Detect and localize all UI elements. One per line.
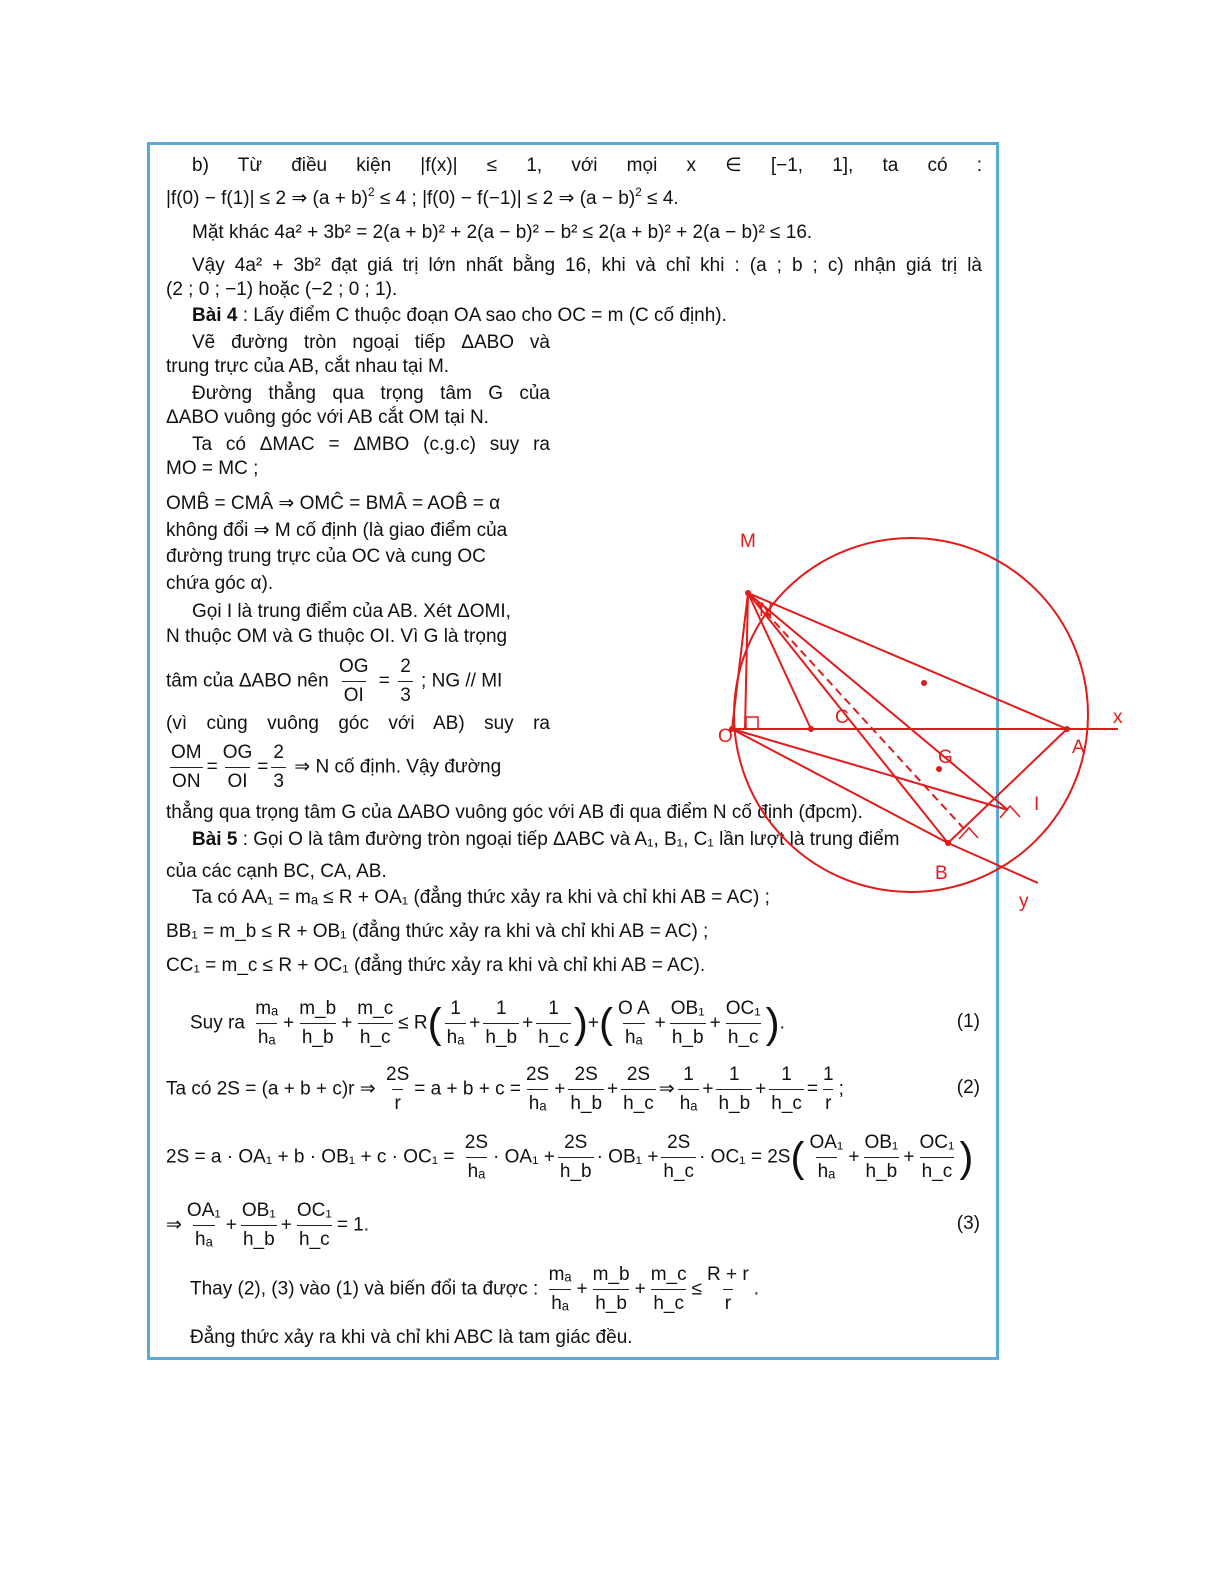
- line-4: Vậy 4a² + 3b² đạt giá trị lớn nhất bằng 16, khi và chỉ khi : (a ; b ; c) nhận giá trị là: [192, 255, 982, 276]
- line-2: |f(0) − f(1)| ≤ 2 ⇒ $(a + b)^2 \le 4$ ; |f(0) − f(−1)| ≤ 2 ⇒ $(a - b)^2 \le 4$.: [166, 185, 679, 209]
- eq-2s: 2S = a · OA₁ + b · OB₁ + c · OC₁ = $\frac{2S}{\text{hₐ}}$ · OA₁ + $\frac{2S}{h\_b}$ · OB₁ + $\frac{2S}{h\_c}$ · OC₁ = 2S( $\frac{\text{OA₁}}{\text{hₐ}}$ + $\frac{\text{OB₁}}{h\_b}$ + $\frac{\text{OC₁}}{h\_c}$ ): [166, 1132, 974, 1182]
- bai4-p16: thẳng qua trọng tâm G của ΔABO vuông góc với AB đi qua điểm N cố định (đpcm).: [166, 802, 863, 823]
- bai4-p10: chứa góc α).: [166, 573, 274, 594]
- eq-final: Thay (2), (3) vào (1) và biến đổi ta được : $\frac{\text{mₐ}}{\text{hₐ}}$ + $\frac{m\_b}{h\_b}$ + $\frac{m\_c}{h\_c}$ ≤ $\frac{R + r}{r}$ .: [190, 1264, 760, 1314]
- fraction-og-oi: $\frac{OG}{OI}$: [338, 656, 369, 706]
- label-y: y: [1019, 891, 1029, 912]
- label-a: A: [1072, 737, 1085, 758]
- bai4-p5: Ta có ΔMAC = ΔMBO (c.g.c) suy ra: [192, 434, 550, 455]
- bai5-q5: CC₁ = m_c ≤ R + OC₁ (đẳng thức xảy ra khi và chỉ khi AB = AC).: [166, 955, 706, 976]
- bai5-q2: của các cạnh BC, CA, AB.: [166, 861, 387, 882]
- eq-3-number: (3): [956, 1213, 980, 1234]
- bai4-p11: Gọi I là trung điểm của AB. Xét ΔOMI,: [192, 601, 511, 622]
- bai4-p12: N thuộc OM và G thuộc OI. Vì G là trọng: [166, 626, 508, 647]
- bai4-p9: đường trung trực của OC và cung OC: [166, 546, 486, 567]
- line-5: (2 ; 0 ; −1) hoặc (−2 ; 0 ; 1).: [166, 279, 398, 300]
- label-n: N: [759, 600, 773, 621]
- label-x: x: [1113, 707, 1123, 728]
- eq-1-number: (1): [956, 1011, 980, 1032]
- eq-2-number: (2): [956, 1077, 980, 1098]
- label-b: B: [935, 863, 948, 884]
- fraction-two-thirds: $\frac{2}{3}$: [400, 656, 411, 706]
- line-1: b) Từ điều kiện |f(x)| ≤ 1, với mọi x ∈ [−1, 1], ta có :: [192, 155, 982, 176]
- line-3: Mặt khác 4a² + 3b² = 2(a + b)² + 2(a − b)² − b² ≤ 2(a + b)² + 2(a − b)² ≤ 16.: [192, 222, 813, 243]
- line-mi: [748, 593, 1008, 810]
- eq-2: Ta có 2S = (a + b + c)r ⇒ $\frac{2S}{r}$ = a + b + c = $\frac{2S}{\text{hₐ}}$ + $\frac{2S}{h\_b}$ + $\frac{2S}{h\_c}$ ⇒ $\frac{1}{\text{hₐ}}$ + $\frac{1}{h\_b}$ + $\frac{1}{h\_c}$ = $\frac{1}{r}$ ;: [166, 1064, 844, 1114]
- bai5-q4: BB₁ = m_b ≤ R + OB₁ (đẳng thức xảy ra khi và chỉ khi AB = AC) ;: [166, 921, 709, 942]
- eq-3: ⇒ $\frac{\text{OA₁}}{\text{hₐ}}$ + $\frac{\text{OB₁}}{h\_b}$ + $\frac{\text{OC₁}}{h\_c}$ = 1.: [166, 1200, 370, 1250]
- bai4-p13: tâm của ΔABO nên $\frac{OG}{OI}$ = $\frac{2}{3}$ ; NG // MI: [166, 656, 503, 706]
- bai5-q3: Ta có AA₁ = mₐ ≤ R + OA₁ (đẳng thức xảy ra khi và chỉ khi AB = AC) ;: [192, 887, 770, 908]
- bai5-heading: Bài 5 : Gọi O là tâm đường tròn ngoại tiếp ΔABC và A₁, B₁, C₁ lần lượt là trung điểm: [192, 829, 900, 850]
- bai4-p7: OMB̂ = CMÂ ⇒ OMĈ = BMÂ = AOB̂ = α: [166, 493, 501, 514]
- label-i: I: [1034, 794, 1040, 815]
- line-by: [948, 843, 1038, 883]
- label-o: O: [718, 726, 733, 747]
- label-c: C: [835, 707, 849, 728]
- label-g: G: [938, 747, 953, 768]
- eq-1: Suy ra $\frac{\text{mₐ}}{\text{hₐ}}$ + $\frac{m\_b}{h\_b}$ + $\frac{m\_c}{h\_c}$ ≤ R( $\frac{1}{\text{hₐ}}$ + $\frac{1}{h\_b}$ + $\frac{1}{h\_c}$ )+( $\frac{\text{O A}}{\text{hₐ}}$ + $\frac{\text{OB₁}}{h\_b}$ + $\frac{\text{OC₁}}{h\_c}$ ).: [190, 998, 785, 1048]
- line-oi: [732, 729, 1008, 810]
- page-frame: [147, 142, 1123, 1360]
- label-m: M: [740, 531, 756, 552]
- bai4-p14: (vì cùng vuông góc với AB) suy ra: [166, 713, 550, 734]
- bai4-p4: ΔABO vuông góc với AB cắt OM tại N.: [166, 407, 489, 428]
- last-line: Đẳng thức xảy ra khi và chỉ khi ABC là tam giác đều.: [190, 1327, 633, 1348]
- line-ma: [748, 593, 1067, 729]
- bai4-p2: trung trực của AB, cắt nhau tại M.: [166, 356, 450, 377]
- bai4-p8: không đổi ⇒ M cố định (là giao điểm của: [166, 520, 508, 541]
- bai4-p15: $\frac{OM}{ON}$ = $\frac{OG}{OI}$ = $\frac{2}{3}$ ⇒ N cố định. Vậy đường: [171, 742, 502, 792]
- bai4-p6: MO = MC ;: [166, 458, 259, 479]
- line-ob: [732, 729, 948, 843]
- geometry-figure: [718, 523, 1140, 919]
- bai4-p1: Vẽ đường tròn ngoại tiếp ΔABO và: [192, 332, 550, 353]
- bai4-heading: Bài 4 : Lấy điểm C thuộc đoạn OA sao cho OC = m (C cố định).: [192, 305, 727, 326]
- bai4-p3: Đường thẳng qua trọng tâm G của: [192, 383, 550, 404]
